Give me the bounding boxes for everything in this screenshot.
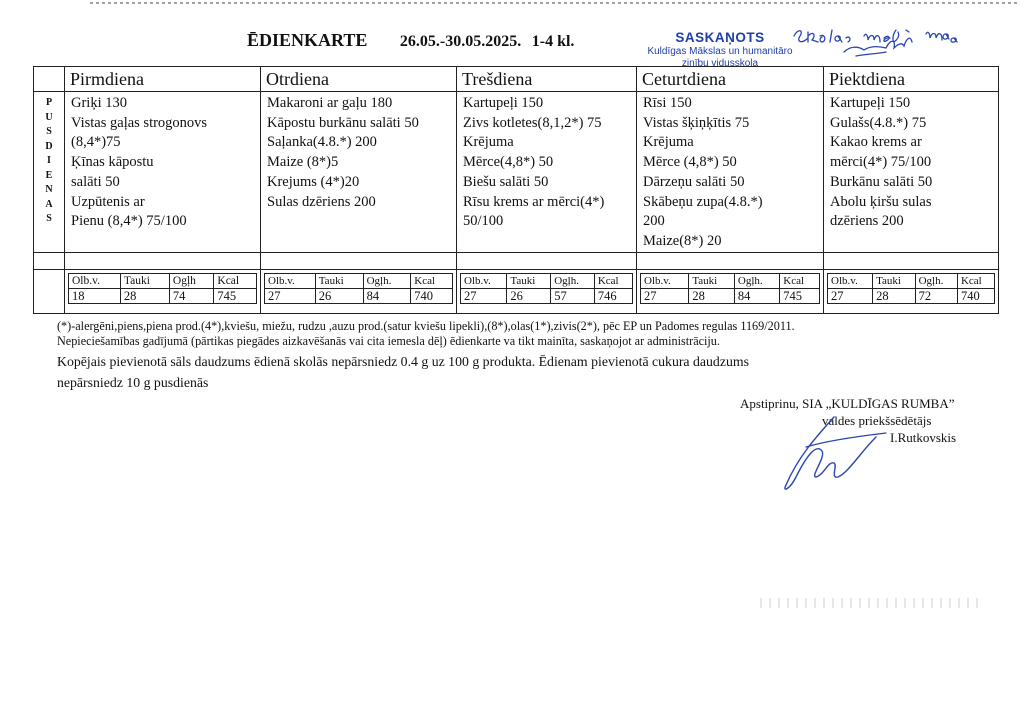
menu-item: (8,4*)75: [71, 134, 121, 151]
spacer-cell: [637, 252, 824, 269]
nutrition-side-cell: [34, 269, 65, 313]
nutrition-value: 84: [363, 288, 411, 303]
menu-item: Saļanka(4.8.*) 200: [267, 134, 377, 151]
footnotes: [57, 319, 997, 393]
nutrition-thursday: [637, 269, 824, 313]
menu-item: salāti 50: [71, 173, 120, 190]
day-header-friday: Piektdiena: [824, 67, 999, 92]
nutrition-friday: [824, 269, 999, 313]
menu-item: Dārzeņu salāti 50: [643, 173, 745, 190]
spacer-row: [34, 252, 999, 269]
spacer-cell: [34, 252, 65, 269]
approval-company: Apstiprinu, SIA „KULDĪGAS RUMBA”: [740, 396, 955, 411]
spacer-cell: [457, 252, 637, 269]
nutrition-header: Ogļh.: [734, 273, 779, 288]
nutrition-header: Tauki: [507, 273, 551, 288]
menu-item: Burkānu salāti 50: [830, 173, 933, 190]
menu-item: Makaroni ar gaļu 180: [267, 95, 393, 111]
nutrition-header: Kcal: [214, 273, 257, 288]
nutrition-header: Kcal: [411, 273, 453, 288]
menu-item: Maize(8*) 20: [643, 232, 722, 249]
nutrition-header: Olb.v.: [461, 273, 507, 288]
nutrition-value: 84: [734, 288, 779, 303]
approval-name: I.Rutkovskis: [890, 430, 957, 445]
menu-item: Uzpūtenis ar: [71, 193, 145, 210]
menu-item: Krējuma: [463, 134, 514, 151]
stamp-label: SASKAŅOTS: [675, 30, 765, 45]
day-header-wednesday: Trešdiena: [457, 67, 637, 92]
nutrition-header: Tauki: [315, 273, 363, 288]
nutrition-header: Tauki: [120, 273, 169, 288]
nutrition-value: 27: [828, 288, 873, 303]
menu-friday: [824, 92, 999, 253]
lunch-items-row: [34, 92, 999, 253]
menu-item: Rīsu krems ar mērci(4*): [463, 193, 605, 210]
nutrition-header: Kcal: [957, 273, 994, 288]
menu-item: Gulašs(4.8.*) 75: [830, 114, 927, 131]
day-header-thursday: Ceturtdiena: [637, 67, 824, 92]
menu-item: Kartupeļi 150: [830, 95, 911, 111]
menu-item: Vistas šķiņķītis 75: [643, 114, 750, 131]
document-title: [247, 30, 574, 51]
nutrition-value: 27: [641, 288, 689, 303]
nutrition-header: Ogļh.: [363, 273, 411, 288]
nutrition-value: 72: [915, 288, 957, 303]
menu-item: Krejums (4*)20: [267, 173, 360, 190]
menu-item: Skābeņu zupa(4.8.*): [643, 193, 763, 210]
menu-thursday: [637, 92, 824, 253]
vertical-letter: N: [45, 184, 53, 195]
approval-position: valdes priekšsēdētājs: [822, 413, 932, 428]
menu-item: 200: [643, 213, 665, 230]
nutrition-table: [68, 273, 257, 304]
menu-item: Abolu ķiršu sulas: [830, 193, 932, 210]
lunch-vertical-label: [34, 92, 65, 253]
nutrition-table: [640, 273, 820, 304]
nutrition-value: 27: [461, 288, 507, 303]
vertical-letter: I: [47, 155, 51, 166]
salt-line-2: nepārsniedz 10 g pusdienās: [57, 375, 209, 390]
vertical-letter: P: [45, 97, 53, 108]
nutrition-value: 740: [957, 288, 994, 303]
nutrition-header: Kcal: [594, 273, 632, 288]
nutrition-header: Olb.v.: [828, 273, 873, 288]
nutrition-header: Tauki: [873, 273, 916, 288]
vertical-letter: S: [46, 213, 52, 224]
change-notice: Nepieciešamības gadījumā (pārtikas piegādes aizkavēšanās vai cita iemesla dēļ) ēdienkarte va tikt mainīta, saskaņojot ar administrāciju.: [57, 334, 720, 348]
menu-item: Rīsi 150: [643, 95, 692, 111]
menu-item: Mērce (4,8*) 50: [643, 154, 737, 171]
nutrition-tuesday: [261, 269, 457, 313]
nutrition-value: 28: [873, 288, 916, 303]
menu-item: Mērce(4,8*) 50: [463, 154, 554, 171]
nutrition-value: 18: [69, 288, 121, 303]
menu-item: Maize (8*)5: [267, 154, 339, 171]
menu-item: Kartupeļi 150: [463, 95, 544, 111]
menu-tuesday: [261, 92, 457, 253]
menu-item: Ķīnas kāpostu: [71, 154, 154, 171]
menu-wednesday: [457, 92, 637, 253]
day-header-tuesday: Otrdiena: [261, 67, 457, 92]
allergen-note: (*)-alergēni,piens,piena prod.(4*),kviešu, miežu, rudzu ,auzu prod.(satur kviešu lipekli),(8*),olas(1*),zivis(2*), pēc EP un Padomes regulas 1169/2011.: [57, 319, 795, 333]
menu-item: Krējuma: [643, 134, 694, 151]
vertical-letter: E: [45, 169, 53, 181]
salt-sugar-note: [57, 351, 997, 393]
nutrition-value: 27: [265, 288, 316, 303]
day-header-monday: Pirmdiena: [65, 67, 261, 92]
handwritten-nurse-note: [786, 22, 976, 62]
menu-item: Sulas dzēriens 200: [267, 193, 376, 210]
menu-item: mērci(4*) 75/100: [830, 154, 932, 171]
menu-monday: [65, 92, 261, 253]
menu-item: Pienu (8,4*) 75/100: [71, 213, 187, 230]
spacer-cell: [261, 252, 457, 269]
vertical-letter: D: [45, 140, 53, 152]
nutrition-header: Ogļh.: [551, 273, 595, 288]
salt-line-1: Kopējais pievienotā sāls daudzums ēdienā skolās nepārsniedz 0.4 g uz 100 g produkta. Ēdienam pievienotā cukura daudzums: [57, 354, 749, 369]
vertical-letter: A: [45, 198, 53, 210]
spacer-cell: [824, 252, 999, 269]
handwritten-signature: [776, 407, 896, 497]
menu-item: Kakao krems ar: [830, 134, 922, 151]
nutrition-value: 28: [689, 288, 735, 303]
nutrition-monday: [65, 269, 261, 313]
vertical-letter: S: [46, 126, 52, 137]
menu-item: Zivs kotletes(8,1,2*) 75: [463, 114, 602, 131]
menu-item: Griķi 130: [71, 95, 127, 111]
nutrition-header: Olb.v.: [265, 273, 316, 288]
nutrition-table: [460, 273, 633, 304]
date-range: 26.05.-30.05.2025.: [399, 33, 522, 50]
stamp-school: Kuldīgas Mākslas un humanitāro zinību vidusskola: [647, 46, 793, 69]
spacer-cell: [65, 252, 261, 269]
nutrition-header: Kcal: [780, 273, 820, 288]
nutrition-header: Olb.v.: [69, 273, 121, 288]
nutrition-value: 745: [214, 288, 257, 303]
nutrition-value: 57: [551, 288, 595, 303]
nutrition-value: 746: [594, 288, 632, 303]
nutrition-value: 28: [120, 288, 169, 303]
days-header-row: [34, 67, 999, 92]
grade-label: 1-4 kl.: [531, 33, 575, 50]
nutrition-table: [264, 273, 453, 304]
nutrition-header: Olb.v.: [641, 273, 689, 288]
menu-item: 50/100: [463, 213, 504, 230]
nutrition-value: 745: [780, 288, 820, 303]
nutrition-header: Tauki: [689, 273, 735, 288]
scan-artifact-marks: [760, 598, 980, 608]
menu-item: Vistas gaļas strogonovs: [71, 114, 208, 131]
menu-table: [33, 66, 999, 314]
nutrition-header: Ogļh: [169, 273, 213, 288]
menu-item: Kāpostu burkānu salāti 50: [267, 114, 419, 131]
nutrition-value: 740: [411, 288, 453, 303]
menu-item: Biešu salāti 50: [463, 173, 549, 190]
approval-stamp: [640, 30, 800, 70]
scan-artifact-line: [90, 2, 1020, 4]
title-text: ĒDIENKARTE: [247, 30, 368, 50]
nutrition-header: Ogļh.: [915, 273, 957, 288]
nutrition-wednesday: [457, 269, 637, 313]
nutrition-table: [827, 273, 995, 304]
vertical-letter: U: [45, 111, 53, 123]
menu-item: dzēriens 200: [830, 213, 904, 230]
nutrition-value: 26: [315, 288, 363, 303]
corner-cell: [34, 67, 65, 92]
nutrition-value: 74: [169, 288, 213, 303]
nutrition-row: [34, 269, 999, 313]
nutrition-value: 26: [507, 288, 551, 303]
